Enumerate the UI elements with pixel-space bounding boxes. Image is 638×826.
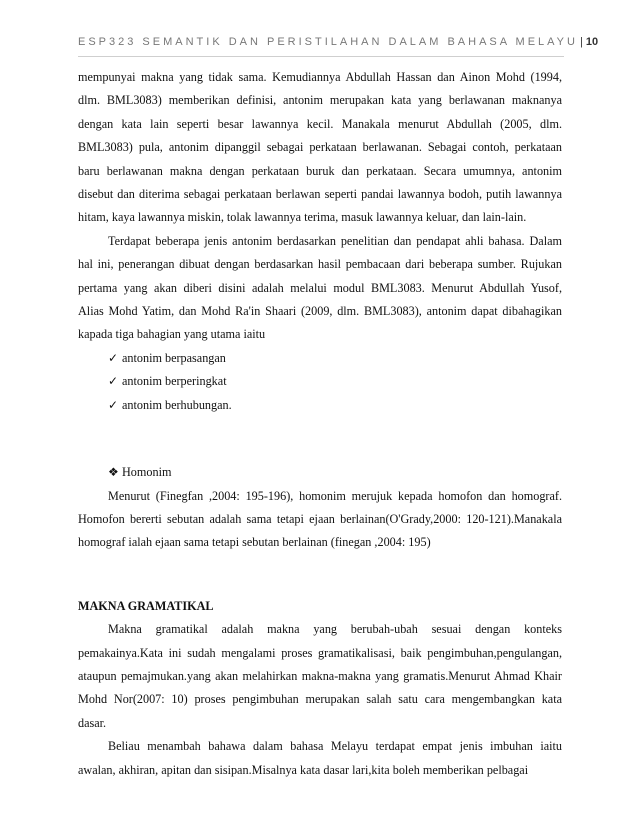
homonim-bullet — [78, 461, 562, 484]
page-number: 10 — [585, 36, 599, 48]
spacer — [78, 555, 562, 595]
text-line: dengan kata lain seperti besar lawannya kecil. Manakala menurut Abdullah (2005, dlm. — [78, 116, 562, 131]
text-line: BML3083) pula, antonim dipanggil sebagai perkataan berlawanan. Sebagai contoh, perkataan — [78, 140, 562, 155]
running-header — [78, 36, 599, 48]
text-line: dasar. — [78, 715, 107, 730]
checkmark-icon: ✓ — [108, 397, 119, 412]
homonim-label: Homonim — [122, 465, 172, 480]
text-line: dlm. BML3083) memberikan definisi, antonim merupakan kata yang berlawanan maknanya — [78, 93, 562, 108]
list-item — [78, 347, 562, 370]
spacer — [78, 417, 562, 461]
text-line: Alias Mohd Yatim, dan Mohd Ra'in Shaari (2009, dlm. BML3083), antonim dapat dibahagikan — [78, 304, 562, 319]
list-item — [78, 394, 562, 417]
paragraph-antonim-types — [78, 230, 562, 347]
body-text — [78, 66, 562, 782]
text-line: homograf ialah ejaan sama tetapi sebutan berlainan (finegan ,2004: 195) — [78, 535, 431, 550]
checkmark-icon: ✓ — [108, 374, 119, 389]
paragraph-antonim-definitions — [78, 66, 562, 230]
text-line: awalan, akhiran, apitan dan sisipan.Misalnya kata dasar lari,kita boleh memberikan pelbagai — [78, 762, 529, 777]
header-rule — [78, 56, 564, 57]
list-item — [78, 370, 562, 393]
text-line: Mohd Nor(2007: 10) proses pengimbuhan merupakan salah satu cara mengembangkan kata — [78, 692, 562, 707]
text-line: pertama yang akan diberi disini adalah melalui modul BML3083. Menurut Abdullah Yusof, — [78, 280, 562, 295]
list-item-label: antonim berperingkat — [122, 374, 227, 389]
checkmark-icon: ✓ — [108, 350, 119, 365]
text-line: Makna gramatikal adalah makna yang berubah-ubah sesuai dengan konteks — [108, 622, 562, 637]
paragraph-homonim — [78, 485, 562, 555]
header-title: ESP323 SEMANTIK DAN PERISTILAHAN DALAM BAHASA MELAYU — [78, 36, 578, 48]
header-separator: | — [579, 36, 583, 48]
text-line: Beliau menambah bahawa dalam bahasa Melayu terdapat empat jenis imbuhan iaitu — [108, 739, 562, 754]
text-line: kapada tiga bahagian yang utama iaitu — [78, 327, 266, 342]
text-line: Menurut (Finegfan ,2004: 195-196), homonim merujuk kepada homofon dan homograf. — [108, 488, 562, 503]
antonim-checklist — [78, 347, 562, 417]
text-line: mempunyai makna yang tidak sama. Kemudiannya Abdullah Hassan dan Ainon Mohd (1994, — [78, 70, 562, 84]
list-item-label: antonim berhubungan. — [122, 397, 232, 412]
text-line: ataupun pemajmukan.yang akan melahirkan makna-makna yang gramatis.Menurut Ahmad Khair — [78, 668, 562, 683]
text-line: hitam, kaya lawannya miskin, tolak lawannya terima, masuk lawannya keluar, dan lain-lain. — [78, 210, 527, 225]
section-heading: MAKNA GRAMATIKAL — [78, 598, 214, 613]
paragraph-imbuhan — [78, 735, 562, 782]
text-line: baru berlawanan makna dengan perkataan buruk dan perkataan. Secara umumnya, antonim — [78, 163, 562, 178]
diamond-bullet-icon: ❖ — [108, 465, 119, 480]
list-item-label: antonim berpasangan — [122, 350, 226, 365]
text-line: hal ini, penerangan dibuat dengan berdasarkan hasil pembacaan dari beberapa sumber. Rujukan — [78, 257, 562, 272]
text-line: Terdapat beberapa jenis antonim berdasarkan penelitian dan pendapat ahli bahasa. Dalam — [108, 233, 562, 248]
text-line: disebut dan diterima sebagai perkataan berlawan seperti pandai lawannya bodoh, putih lawannya — [78, 187, 562, 202]
text-line: Homofon bererti sebutan adalah sama tetapi ejaan berlainan(O'Grady,2000: 120-121).Manakala — [78, 511, 562, 526]
paragraph-makna-gramatikal — [78, 618, 562, 735]
text-line: pemakainya.Kata ini sudah mengalami proses gramatikalisasi, baik pengimbuhan,pengulangan, — [78, 645, 562, 660]
